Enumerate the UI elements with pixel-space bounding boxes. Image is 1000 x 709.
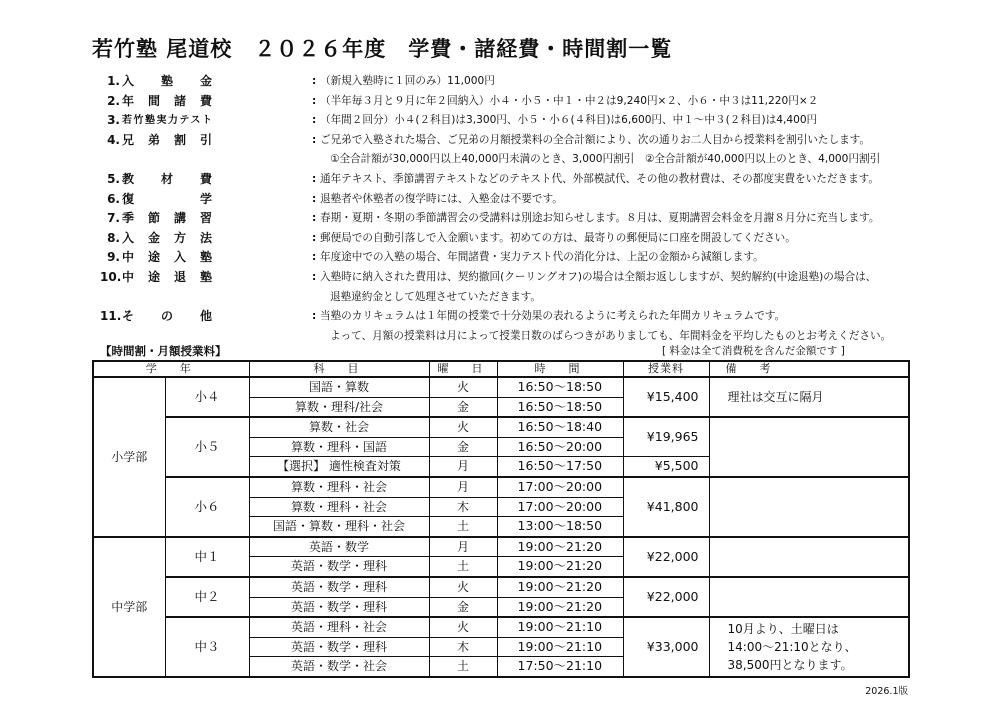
rule-item: 3. 若竹塾実力テスト : （年間２回分）小４(２科目)は3,300円、小５・小６(４科目)は6,600円、中１～中３(２科目)は4,400円 xyxy=(107,113,818,128)
rule-item: 9. 中 途 入 塾 : 年度途中での入塾の場合、年間諸費・実力テスト代の消化分は、上記の金額から減額します。 xyxy=(107,250,764,265)
fee-g5-select: ¥5,500 xyxy=(623,457,709,477)
rule-item: 1. 入 塾 金 : （新規入塾時に１回のみ）11,000円 xyxy=(107,74,495,88)
rule-continuation: ①全合計額が30,000円以上40,000円未満のとき、3,000円割引 ②全合計額が40,000円以上のとき、4,000円割引 xyxy=(330,153,881,166)
grade-g5: 小５ xyxy=(165,417,249,477)
col-subject: 科 目 xyxy=(249,361,429,377)
grade-g4: 小４ xyxy=(165,377,249,417)
fee-g4: ¥15,400 xyxy=(623,377,709,417)
note-j1 xyxy=(709,537,909,577)
grade-g6: 小６ xyxy=(165,477,249,537)
fee-j3: ¥33,000 xyxy=(623,617,709,677)
table-row: 英語・数学・社会 土 17:50～21:10 xyxy=(93,657,909,677)
note-j3: 10月より、土曜日は 14:00～21:10となり、 38,500円となります。 xyxy=(709,617,909,677)
table-row: 英語・数学・理科 土 19:00～21:20 xyxy=(93,557,909,577)
schedule-table xyxy=(92,360,910,678)
col-time: 時 間 xyxy=(497,361,623,377)
table-row: 中２ 英語・数学・理科 火 19:00～21:20 ¥22,000 xyxy=(93,577,909,597)
fee-j1: ¥22,000 xyxy=(623,537,709,577)
table-row: 小５ 算数・社会 火 16:50～18:40 ¥19,965 xyxy=(93,417,909,437)
note-g6 xyxy=(709,477,909,537)
rule-item: 6. 復 学 : 退塾者や休塾者の復学時には、入塾金は不要です。 xyxy=(107,191,563,206)
version-label: 2026.1版 xyxy=(865,686,908,697)
table-row: 算数・理科・社会 木 17:00～20:00 xyxy=(93,497,909,517)
fee-g5: ¥19,965 xyxy=(623,417,709,457)
rule-item: 7. 季 節 講 習 : 春期・夏期・冬期の季節講習会の受講料は別途お知らせします。８月は、夏期講習会料金を月謝８月分に充当します。 xyxy=(107,211,880,226)
col-notes: 備 考 xyxy=(709,361,909,377)
rule-item: 8. 入 金 方 法 : 郵便局での自動引落しで入金願います。初めての方は、最寄りの郵便局に口座を開設してください。 xyxy=(107,230,796,245)
division-elementary: 小学部 xyxy=(93,377,165,537)
note-j2 xyxy=(709,577,909,617)
table-row: 中３ 英語・理科・社会 火 19:00～21:10 ¥33,000 10月より、土曜日は 14:00～21:10となり、 38,500円となります。 xyxy=(93,617,909,637)
table-row: 小学部 小４ 国語・算数 火 16:50～18:50 ¥15,400 理社は交互に隔月 xyxy=(93,377,909,397)
table-header-row xyxy=(93,361,909,377)
col-grade: 学 年 xyxy=(93,361,249,377)
rule-item: 5. 教 材 費 : 通年テキスト、季節講習テキストなどのテキスト代、外部模試代、その他の教材費は、その都度実費をいただきます。 xyxy=(107,171,880,186)
rule-item: 4. 兄 弟 割 引 : ご兄弟で入塾された場合、ご兄弟の月額授業料の全合計額により、次の通りお二人目から授業料を割引いたします。 xyxy=(107,132,871,147)
note-g4: 理社は交互に隔月 xyxy=(709,377,909,417)
col-day: 曜 日 xyxy=(429,361,497,377)
fee-rules-list xyxy=(100,72,960,346)
rule-item: 11. そ の 他 : 当塾のカリキュラムは１年間の授業で十分効果の表れるように考えられた年間カリキュラムです。 xyxy=(100,309,786,324)
grade-j1: 中１ xyxy=(165,537,249,577)
table-row: 算数・理科・国語 金 16:50～20:00 xyxy=(93,437,909,457)
table-row: 国語・算数・理科・社会 土 13:00～18:50 xyxy=(93,517,909,537)
tax-note: [ 料金は全て消費税を含んだ金額です ] xyxy=(662,345,845,357)
grade-j2: 中２ xyxy=(165,577,249,617)
fee-j2: ¥22,000 xyxy=(623,577,709,617)
grade-j3: 中３ xyxy=(165,617,249,677)
table-row: 中学部 中１ 英語・数学 月 19:00～21:20 ¥22,000 xyxy=(93,537,909,557)
table-row: 英語・数学・理科 金 19:00～21:20 xyxy=(93,597,909,617)
rule-continuation: 退塾違約金として処理させていただきます。 xyxy=(330,290,542,303)
rule-continuation: よって、月額の授業料は月によって授業日数のばらつきがありましても、年間料金を平均したものとお考えください。 xyxy=(330,329,892,342)
note-g5 xyxy=(709,417,909,477)
page-title: 若竹塾 尾道校 ２０２６年度 学費・諸経費・時間割一覧 xyxy=(92,37,673,61)
fee-g6: ¥41,800 xyxy=(623,477,709,537)
division-junior: 中学部 xyxy=(93,537,165,677)
schedule-heading: 【時間割・月額授業料】 xyxy=(100,344,227,358)
table-row: 小６ 算数・理科・社会 月 17:00～20:00 ¥41,800 xyxy=(93,477,909,497)
rule-item: 2. 年 間 諸 費 : （半年毎３月と９月に年２回納入）小４・小５・中１・中２は9,240円×２、小６・中３は11,220円×２ xyxy=(107,93,819,108)
table-row: 【選択】 適性検査対策 月 16:50～17:50 ¥5,500 xyxy=(93,457,909,477)
rule-item: 10. 中 途 退 塾 : 入塾時に納入された費用は、契約撤回(クーリングオフ)の場合は全額お返ししますが、契約解約(中途退塾)の場合は、 xyxy=(100,269,877,284)
col-fee: 授業料 xyxy=(623,361,709,377)
table-row: 算数・理科/社会 金 16:50～18:50 xyxy=(93,397,909,417)
table-row: 英語・数学・理科 木 19:00～21:10 xyxy=(93,637,909,657)
